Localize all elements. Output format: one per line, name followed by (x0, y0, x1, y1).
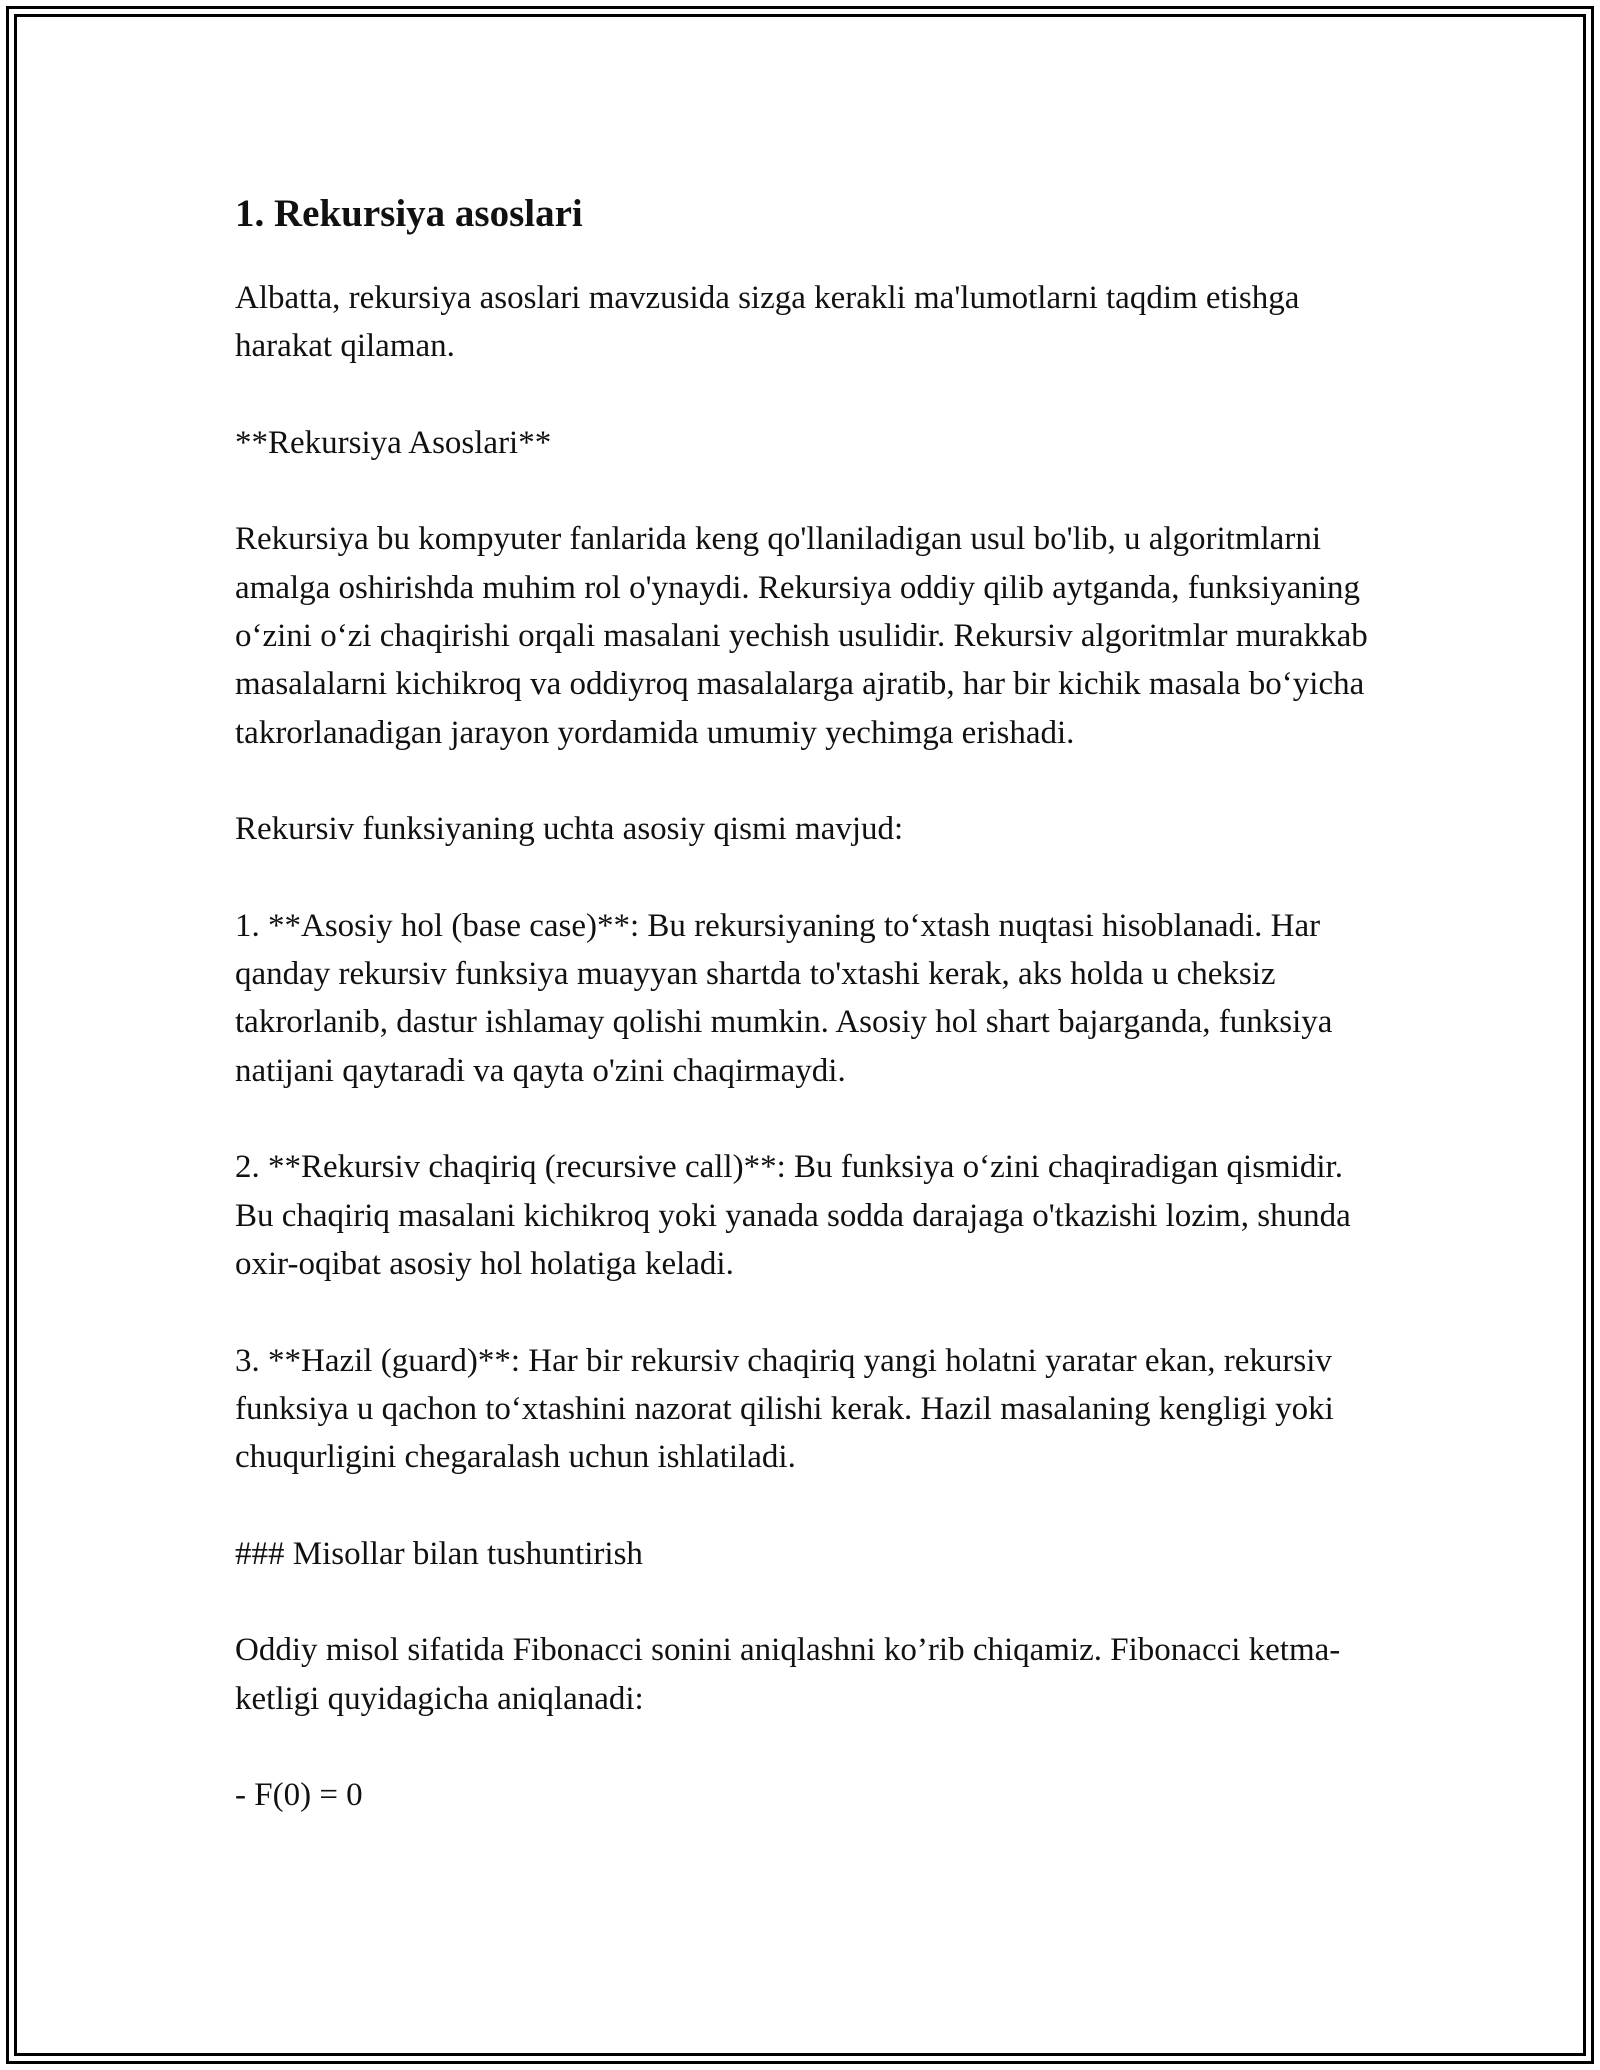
examples-heading-paragraph: ### Misollar bilan tushuntirish (235, 1535, 643, 1572)
parts-intro-paragraph: Rekursiv funksiyaning uchta asosiy qismi mavjud: (235, 811, 904, 848)
subheading-paragraph: **Rekursiya Asoslari** (235, 424, 552, 461)
section-heading: 1. Rekursiya asoslari (235, 192, 583, 235)
document-body (235, 184, 1375, 1867)
list-item-base-case: 1. **Asosiy hol (base case)**: Bu rekursiyaning to‘xtash nuqtasi hisoblanadi. Har qanday rekursiv funksiya muayyan shartda to'xtashi kerak, aks holda u cheksiz takrorlanib, dastur ishlamay qolishi mumkin. Asosiy hol shart bajarganda, funksiya natijani qaytaradi va qayta o'zini chaqirmaydi. (235, 907, 1333, 1089)
list-item-recursive-call: 2. **Rekursiv chaqiriq (recursive call)**: Bu funksiya o‘zini chaqiradigan qismidir. Bu chaqiriq masalani kichikroq yoki yanada sodda darajaga o'tkazishi lozim, shunda oxir-oqibat asosiy hol holatiga keladi. (235, 1149, 1351, 1283)
definition-paragraph: Rekursiya bu kompyuter fanlarida keng qo'llaniladigan usul bo'lib, u algoritmlarni amalga oshirishda muhim rol o'ynaydi. Rekursiya oddiy qilib aytganda, funksiyaning o‘zini o‘zi chaqirishi orqali masalani yechish usulidir. Rekursiv algoritmlar murakkab masalalarni kichikroq va oddiyroq masalalarga ajratib, har bir kichik masala bo‘yicha takrorlanadigan jarayon yordamida umumiy yechimga erishadi. (235, 521, 1368, 751)
intro-paragraph: Albatta, rekursiya asoslari mavzusida sizga kerakli ma'lumotlarni taqdim etishga harakat qilaman. (235, 280, 1300, 365)
list-item-guard: 3. **Hazil (guard)**: Har bir rekursiv chaqiriq yangi holatni yaratar ekan, rekursiv funksiya u qachon to‘xtashini nazorat qilishi kerak. Hazil masalaning kengligi yoki chuqurligini chegaralash uchun ishlatiladi. (235, 1342, 1334, 1476)
fibonacci-intro-paragraph: Oddiy misol sifatida Fibonacci sonini aniqlashni ko’rib chiqamiz. Fibonacci ketma-ketligi quyidagicha aniqlanadi: (235, 1632, 1341, 1717)
fibonacci-f0-item: - F(0) = 0 (235, 1776, 363, 1813)
